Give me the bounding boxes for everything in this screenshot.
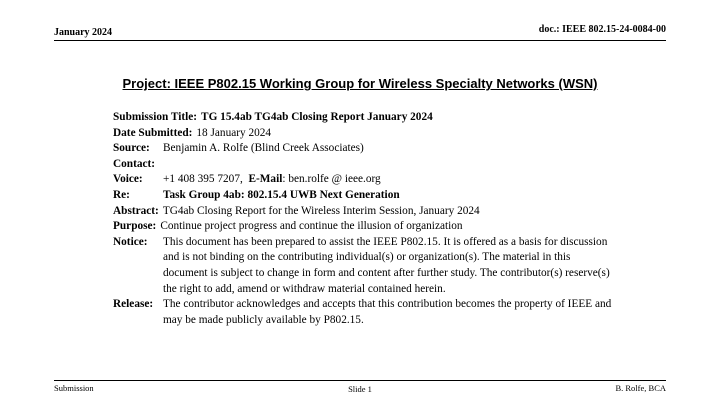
voice-label: Voice: [113, 173, 143, 186]
re-label: Re: [113, 188, 130, 201]
release-row [113, 297, 613, 328]
contact-value [163, 157, 613, 173]
re-row [113, 188, 613, 204]
footer-submission: Submission [54, 383, 94, 393]
date-submitted-value: 18 January 2024 [196, 126, 272, 139]
contact-row [113, 157, 613, 173]
release-value: The contributor acknowledges and accepts that this contribution becomes the property of IEEE and may be made publicly available by P802.15. [163, 298, 612, 326]
footer-rule [54, 380, 666, 381]
release-label: Release: [113, 298, 154, 311]
submission-title-label: Submission Title: [113, 111, 198, 123]
source-row [113, 141, 613, 157]
submission-title-value: TG 15.4ab TG4ab Closing Report January 2024 [201, 111, 433, 123]
submission-title-row [113, 110, 613, 126]
notice-label: Notice: [113, 235, 148, 248]
notice-value: This document has been prepared to assist the IEEE P802.15. It is offered as a basis for discussion and is not binding on the contributing individual(s) or organization(s). The material in this document is subject to change in form and content after further study. The contributor(s) reserve(s) the right to add, amend or withdraw material contained herein. [163, 235, 610, 295]
abstract-row [113, 204, 613, 220]
purpose-row [113, 219, 613, 235]
project-title: Project: IEEE P802.15 Working Group for Wireless Specialty Networks (WSN) [122, 76, 598, 91]
contact-label: Contact: [113, 157, 156, 170]
header-rule [54, 40, 666, 41]
purpose-value: Continue project progress and continue the illusion of organization [160, 220, 463, 233]
email-label: E-Mail [248, 173, 283, 186]
voice-row [113, 172, 613, 188]
purpose-label: Purpose: [113, 220, 157, 233]
voice-phone: +1 408 395 7207, [163, 173, 243, 186]
submission-details [113, 110, 613, 328]
footer-author: B. Rolfe, BCA [615, 383, 666, 393]
re-value: Task Group 4ab: 802.15.4 UWB Next Generation [163, 188, 400, 201]
header-doc-id: doc.: IEEE 802.15-24-0084-00 [538, 24, 666, 35]
notice-row [113, 235, 613, 297]
voice-value [163, 172, 613, 188]
abstract-value: TG4ab Closing Report for the Wireless Interim Session, January 2024 [162, 204, 480, 217]
date-submitted-row [113, 126, 613, 142]
header-date: January 2024 [54, 27, 113, 38]
abstract-label: Abstract: [113, 204, 159, 217]
source-value: Benjamin A. Rolfe (Blind Creek Associates) [163, 142, 364, 155]
date-submitted-label: Date Submitted: [113, 126, 193, 139]
footer-slide-number: Slide 1 [348, 384, 372, 394]
email-value: : ben.rolfe @ ieee.org [282, 173, 381, 186]
source-label: Source: [113, 142, 150, 155]
